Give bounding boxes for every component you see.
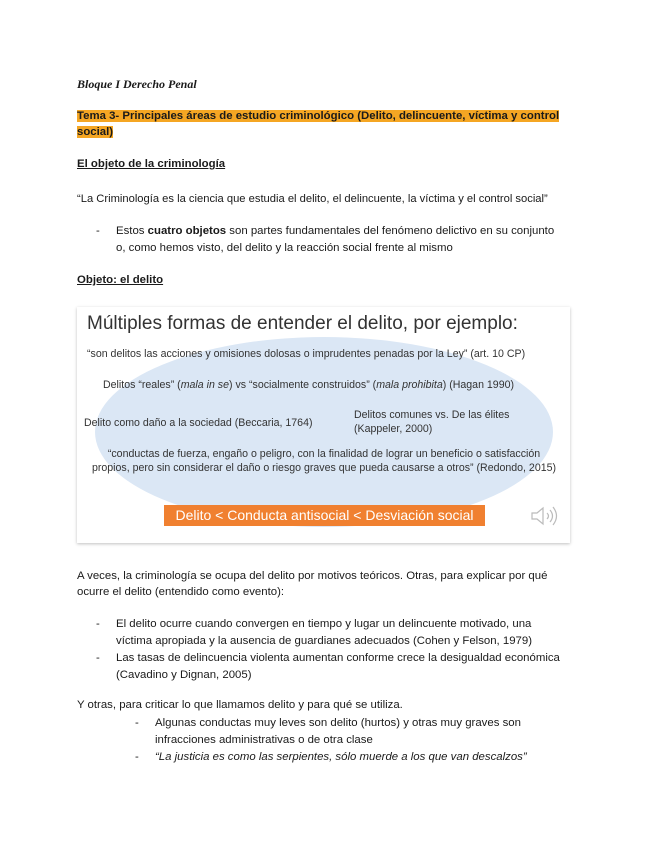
definition-quote: “La Criminología es la ciencia que estudia el delito, el delincuente, la víctima y el control social” — [77, 193, 548, 205]
topic-title-highlight: Tema 3- Principales áreas de estudio criminológico (Delito, delincuente, víctima y control social) — [77, 110, 560, 138]
slide-line2-mala-in-se: mala in se — [180, 379, 230, 391]
slide-line2-pre: Delitos “reales” ( — [103, 379, 181, 391]
slide-line2-post: ) (Hagan 1990) — [442, 379, 515, 391]
paragraph-motivos-line2: ocurre el delito (entendido como evento): — [77, 586, 285, 598]
list-item-cavadino-line1: Las tasas de delincuencia violenta aumentan conforme crece la desigualdad económica — [116, 652, 560, 664]
list-item-cohen-felson-line1: El delito ocurre cuando convergen en tiempo y lugar un delincuente motivado, una — [116, 618, 532, 630]
slide-line-beccaria: Delito como daño a la sociedad (Beccaria, 1764) — [84, 417, 313, 429]
slide-line2-mid: ) vs “socialmente construidos” ( — [229, 379, 377, 391]
list-item-serpientes-quote: “La justicia es como las serpientes, sólo muerde a los que van descalzos” — [155, 751, 527, 763]
bullet-text-bold: cuatro objetos — [147, 225, 227, 237]
bullet-dash: - — [96, 652, 100, 664]
bullet-text-pre: Estos — [116, 225, 148, 237]
list-item-hurtos-line2: infracciones administrativas o de otra clase — [155, 734, 373, 746]
section-heading-objeto-delito: Objeto: el delito — [77, 274, 164, 286]
list-item-hurtos-line1: Algunas conductas muy leves son delito (hurtos) y otras muy graves son — [155, 717, 521, 729]
bullet-dash: - — [135, 717, 139, 729]
slide-line2-mala-prohibita: mala prohibita — [376, 379, 443, 391]
list-item-cohen-felson-line2: víctima apropiada y la ausencia de guardianes adecuados (Cohen y Felson, 1979) — [116, 635, 533, 647]
topic-title — [77, 108, 567, 140]
list-item-cavadino-line2: (Cavadino y Dignan, 2005) — [116, 669, 252, 681]
slide-title: Múltiples formas de entender el delito, por ejemplo: — [87, 313, 518, 334]
bullet-dash: - — [96, 225, 100, 237]
section-heading-objeto-criminologia: El objeto de la criminología — [77, 158, 226, 170]
bullet-cuatro-objetos — [116, 223, 554, 240]
bullet-text-post: son partes fundamentales del fenómeno delictivo en su conjunto — [226, 225, 555, 237]
embedded-slide — [77, 307, 570, 543]
slide-line-elites: Delitos comunes vs. De las élites — [354, 409, 510, 421]
slide-line-kappeler: (Kappeler, 2000) — [354, 423, 433, 435]
paragraph-motivos-line1: A veces, la criminología se ocupa del delito por motivos teóricos. Otras, para explicar por qué — [77, 570, 548, 582]
bullet-dash: - — [96, 618, 100, 630]
slide-line-legal-definition: “son delitos las acciones y omisiones dolosas o imprudentes penadas por la Ley” (art. 10 CP) — [87, 348, 526, 360]
slide-hierarchy-bar: Delito < Conducta antisocial < Desviación social — [164, 505, 485, 526]
slide-line-reales-vs-construidos — [103, 379, 514, 391]
speaker-icon[interactable] — [529, 504, 561, 528]
slide-line-redondo: “conductas de fuerza, engaño o peligro, con la finalidad de lograr un beneficio o satisfacción propios, pero sin considerar el daño o riesgo graves que pueda causarse a otros” (Redondo, 2015) — [91, 448, 557, 474]
paragraph-criticar: Y otras, para criticar lo que llamamos delito y para qué se utiliza. — [77, 699, 403, 711]
slide-ellipse-background — [95, 337, 553, 527]
bullet-dash: - — [135, 751, 139, 763]
block-title: Bloque I Derecho Penal — [77, 77, 197, 91]
bullet-cuatro-objetos-line2: o, como hemos visto, del delito y la reacción social frente al mismo — [116, 242, 453, 254]
